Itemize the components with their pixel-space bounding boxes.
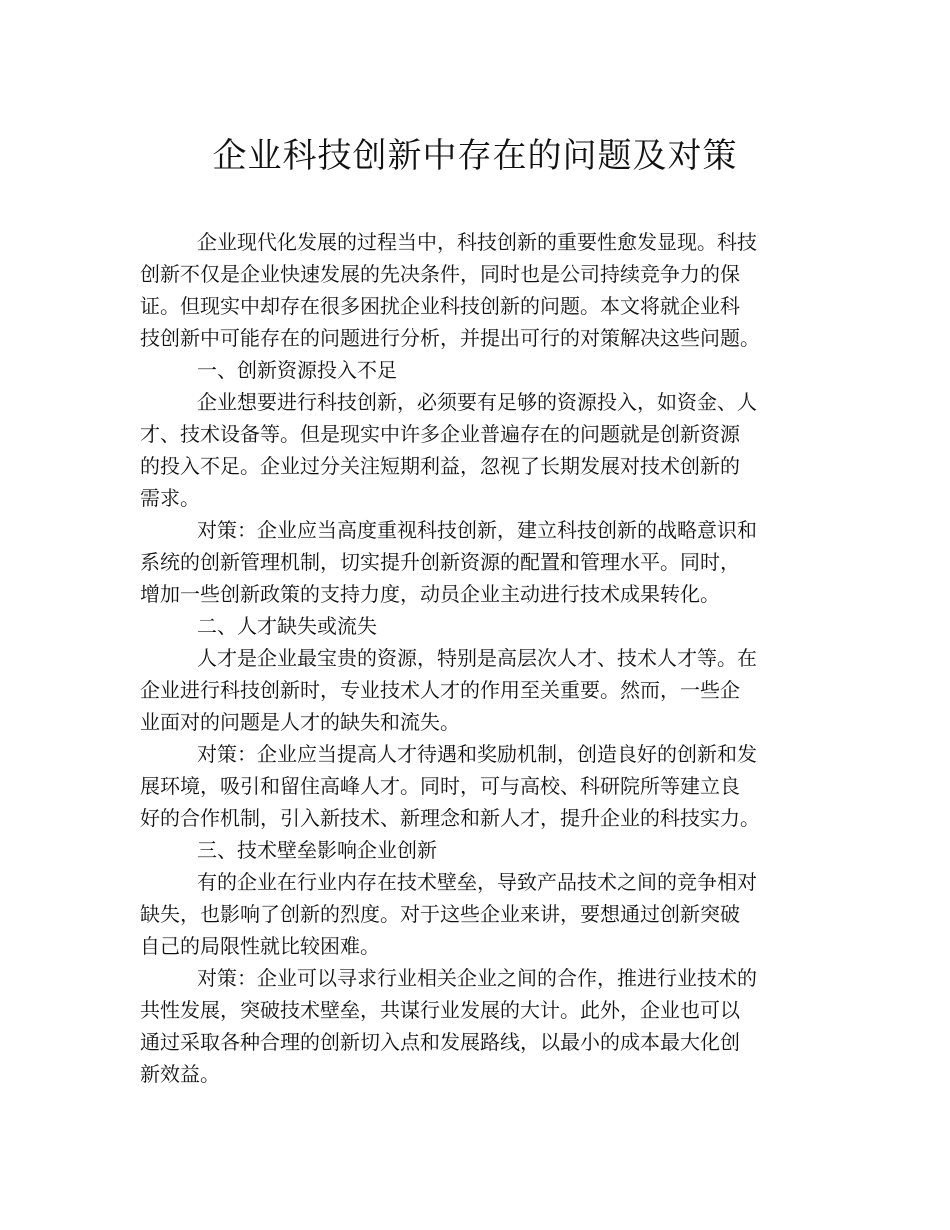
text-line: 对策：企业可以寻求行业相关企业之间的合作，推进行业技术的 <box>197 966 757 990</box>
text-line: 人才是企业最宝贵的资源，特别是高层次人才、技术人才等。在 <box>197 646 757 670</box>
text-line: 对策：企业应当提高人才待遇和奖励机制，创造良好的创新和发 <box>197 742 757 766</box>
text-line: 企业现代化发展的过程当中，科技创新的重要性愈发显现。科技 <box>197 230 757 254</box>
text-line: 共性发展，突破技术壁垒，共谋行业发展的大计。此外，企业也可以 <box>140 998 740 1022</box>
text-line: 业面对的问题是人才的缺失和流失。 <box>140 710 460 734</box>
text-line: 通过采取各种合理的创新切入点和发展路线，以最小的成本最大化创 <box>140 1030 740 1054</box>
text-line: 证。但现实中却存在很多困扰企业科技创新的问题。本文将就企业科 <box>140 294 740 318</box>
text-line: 创新不仅是企业快速发展的先决条件，同时也是公司持续竞争力的保 <box>140 262 740 286</box>
text-line: 企业想要进行科技创新，必须要有足够的资源投入，如资金、人 <box>197 390 757 414</box>
text-line: 好的合作机制，引入新技术、新理念和新人才，提升企业的科技实力。 <box>140 806 760 830</box>
text-line: 新效益。 <box>140 1062 220 1086</box>
text-line: 缺失，也影响了创新的烈度。对于这些企业来讲，要想通过创新突破 <box>140 902 740 926</box>
text-line: 展环境，吸引和留住高峰人才。同时，可与高校、科研院所等建立良 <box>140 774 740 798</box>
text-line: 增加一些创新政策的支持力度，动员企业主动进行技术成果转化。 <box>140 582 720 606</box>
text-line: 的投入不足。企业过分关注短期利益，忽视了长期发展对技术创新的 <box>140 454 740 478</box>
text-line: 有的企业在行业内存在技术壁垒，导致产品技术之间的竞争相对 <box>197 870 757 894</box>
text-line: 才、技术设备等。但是现实中许多企业普遍存在的问题就是创新资源 <box>140 422 740 446</box>
text-line: 需求。 <box>140 486 200 510</box>
text-line: 对策：企业应当高度重视科技创新，建立科技创新的战略意识和 <box>197 518 757 542</box>
text-line: 自己的局限性就比较困难。 <box>140 934 380 958</box>
text-line: 一、创新资源投入不足 <box>197 358 397 382</box>
text-line: 二、人才缺失或流失 <box>197 614 377 638</box>
document-body <box>140 226 830 1090</box>
text-line: 技创新中可能存在的问题进行分析，并提出可行的对策解决这些问题。 <box>140 326 760 350</box>
text-line: 系统的创新管理机制，切实提升创新资源的配置和管理水平。同时， <box>140 550 740 574</box>
text-line: 三、技术壁垒影响企业创新 <box>197 838 437 862</box>
document-title: 企业科技创新中存在的问题及对策 <box>212 136 738 176</box>
text-line: 企业进行科技创新时，专业技术人才的作用至关重要。然而，一些企 <box>140 678 740 702</box>
